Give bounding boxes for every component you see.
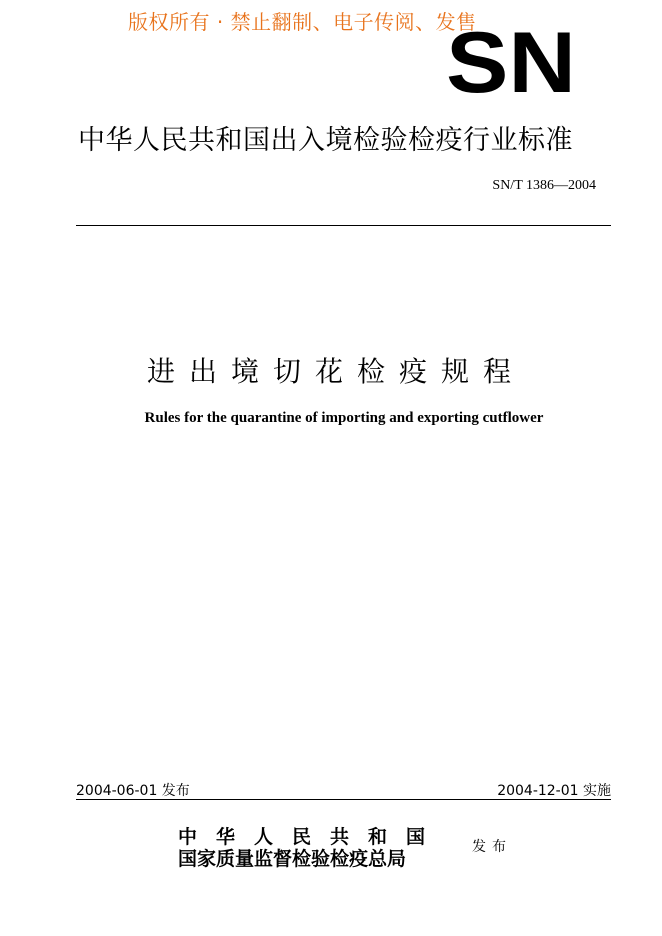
issue-date: 2004-06-01 发布: [76, 783, 190, 799]
publish-label: 发布: [472, 839, 512, 855]
implementation-date: 2004-12-01 实施: [497, 783, 611, 799]
sn-logo: [446, 28, 578, 98]
issuing-authority: [178, 826, 478, 870]
issuer-line-2: 国家质量监督检验检疫总局: [178, 848, 407, 870]
copyright-watermark: 版权所有 · 禁止翻制、电子传阅、发售: [128, 10, 477, 34]
header-divider: [76, 225, 611, 226]
standard-number: SN/T 1386—2004: [492, 178, 596, 193]
document-title-chinese: 进出境切花检疫规程: [146, 355, 525, 388]
industry-standard-title: 中华人民共和国出入境检验检疫行业标准: [78, 125, 573, 156]
footer-divider: [76, 799, 611, 800]
document-title-english: Rules for the quarantine of importing and exporting cutflower: [144, 410, 544, 426]
issuer-line-1: 中华人民共和国: [178, 826, 445, 848]
sn-logo-text: SN: [446, 28, 576, 98]
